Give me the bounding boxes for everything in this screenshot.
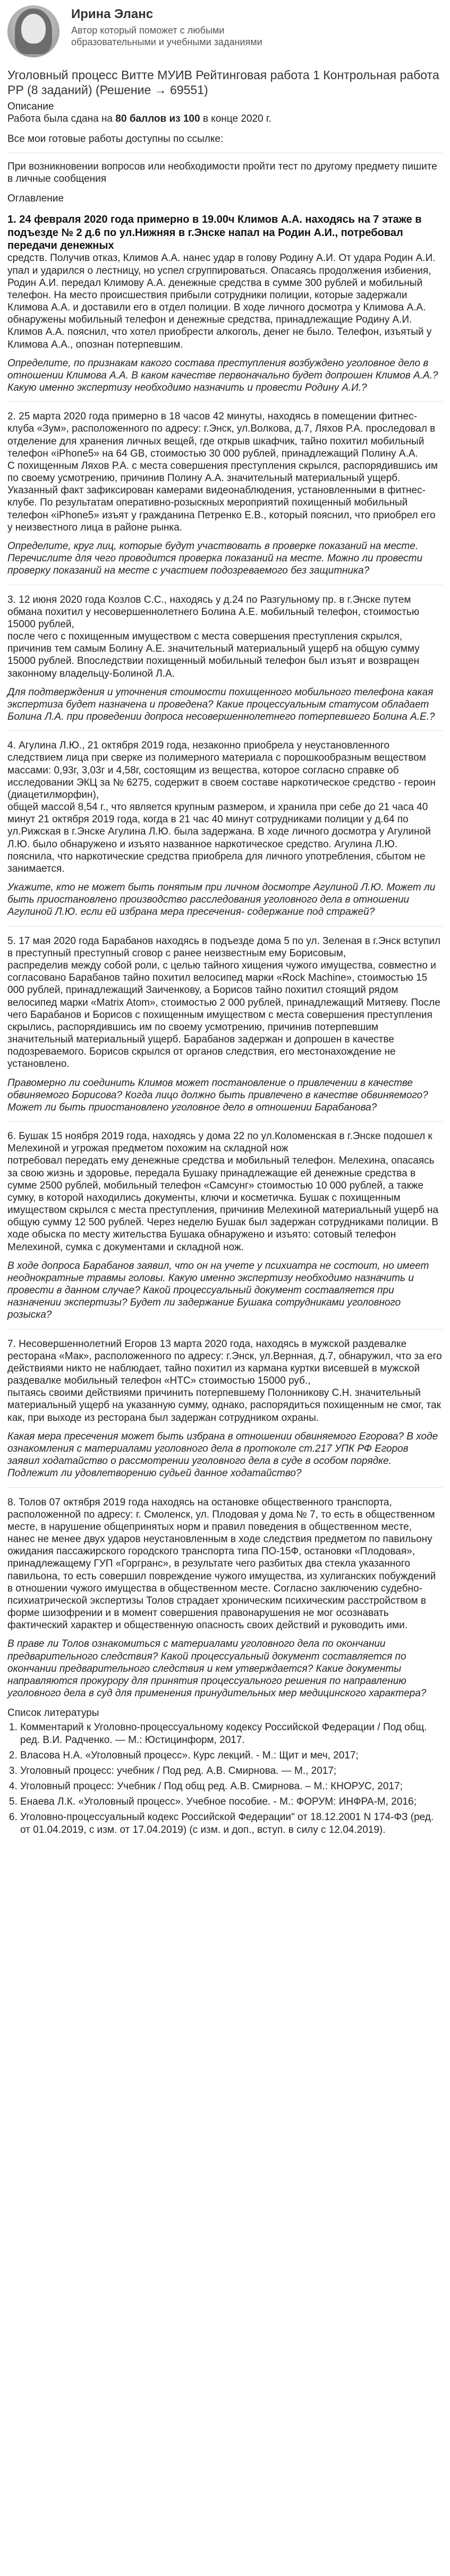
task-question: В ходе допроса Барабанов заявил, что он на учете у психиатра не состоит, но имеет неоднократные травмы головы. Какую именно экспертизу необходимо назначить и провести в данном случае? Какой процессуальный документ составляется при назначении экспертизы? Будет ли задержание Бушака сотрудниками уголовного розыска? [7, 1260, 429, 1321]
contact-note: При возникновении вопросов или необходимости пройти тест по другому предмету пишите в личные сообщения [7, 161, 437, 184]
task-text: после чего с похищенным имуществом с места совершения преступления скрылся, причинив тем самым Болину А.Е. значительный материальный ущерб на общую сумму 15000 рублей. Впоследствии похищенный мобильный телефон был изъят и возвращен законному владельцу-Болиной Л.А. [7, 631, 420, 679]
toc-label: Оглавление [7, 193, 64, 205]
task-item [7, 1130, 443, 1321]
task-heading: 7. Несовершеннолетний Егоров 13 марта 2020 года, находясь в мужской раздевалке ресторана «Мак», расположенного по адресу: г.Энск, ул.Вернная, д.7, обнаружил, что за его действиями никто не наблюдает, тайно похитил из кармана куртки висевшей в мужской раздевалке мобильный телефон «НТС» стоимостью 15000 руб., [7, 1338, 442, 1387]
task-question: Правомерно ли соединить Климов может постановление о привлечении в качестве обвиняемого Борисова? Когда лицо должно быть привлечено в качестве обвиняемого? Может ли быть приостановлено уголовное дело в отношении Барабанова? [7, 1077, 428, 1113]
task-heading: 5. 17 мая 2020 года Барабанов находясь в подъезде дома 5 по ул. Зеленая в г.Энск вступил в преступный преступный сговор с ранее неизвестным ему Борисовым, [7, 935, 441, 959]
author-name[interactable]: Ирина Эланс [71, 7, 154, 21]
task-text: нанес не менее двух ударов неустановленным в ходе следствия предметом по павильону ожидания пассажирского городского транспорта типа ПО-15Ф, остановки «Плодовая», принадлежащему ГУП «Горгранс», в результате чего разбитых два стекла указанного павильона, то есть совершил повреждение чужого имущества, из хулиганских побуждений в отношении чужого имущества в общественном месте. Согласно заключению судебно-психиатрической экспертизы Толов страдает хроническим психическим расстройством в форме шизофрении и в момент совершения правонарушения не мог осознавать фактический характер и общественную опасность своих действий и руководить ими. [7, 1534, 436, 1631]
task-divider [7, 1121, 443, 1122]
task-item [7, 739, 443, 918]
payment-prefix: Работа была сдана на [7, 113, 116, 125]
reference-item: 3. Уголовный процесс: учебник / Под ред. А.В. Смирнова. — М., 2017; [20, 1765, 443, 1777]
reference-item: 5. Енаева Л.К. «Уголовный процесс». Учебное пособие. - М.: ФОРУМ: ИНФРА-М, 2016; [20, 1796, 443, 1808]
reference-item: 4. Уголовный процесс: Учебник / Под общ ред. А.В. Смирнова. – М.: КНОРУС, 2017; [20, 1780, 443, 1792]
task-question: В праве ли Толов ознакомиться с материалами уголовного дела по окончании предварительного следствия? Какой процессуальный документ составляется по окончании предварительного следствия и кем утверждается? Какие документы направляются прокурору для принятия процессуального решения по направлению уголовного дела в суд для применения принудительных мер медицинского характера? [7, 1638, 427, 1699]
payment-suffix: в конце 2020 г. [200, 113, 271, 125]
links-note: Все мои готовые работы доступны по ссылке: [7, 133, 224, 145]
reference-item: 1. Комментарий к Уголовно-процессуальному кодексу Российской Федерации / Под общ. ред. В.И. Радченко. — М.: Юстицинформ, 2017. [20, 1721, 443, 1746]
author-info [71, 5, 294, 48]
task-text: распределив между собой роли, с целью тайного хищения чужого имущества, совместно и согласовано Барабанов тайно похитил велосипед марки «Rock Machine», стоимостью 15 000 рублей, принадлежащий Заиченкову, а Борисов тайно похитил стоящий рядом велосипед марки «Matrix Atom», стоимостью 2 000 рублей, принадлежащий Митяеву. После чего Барабанов и Борисов с похищенным имуществом с места совершения преступления скрылись, распорядившись им по своему усмотрению, причинив потерпевшим значительный материальный ущерб. Барабанов задержан и допрошен в качестве подозреваемого. Борисов скрылся от органов следствия, его местонахождение не установлено. [7, 959, 440, 1070]
reference-item: 2. Власова Н.А. «Уголовный процесс». Курс лекций. - М.: Щит и меч, 2017; [20, 1749, 443, 1762]
refs-label: Список литературы [7, 1707, 99, 1719]
task-question: Определите, по признакам какого состава преступления возбуждено уголовное дело в отношении Климова А.А. В каком качестве первоначально будет допрошен Климов А.А.? Какую именно экспертизу необходимо назначить и провести Родину А.И.? [7, 357, 438, 394]
author-block [7, 0, 443, 57]
avatar[interactable] [7, 5, 60, 57]
task-item [7, 213, 443, 394]
task-item [7, 935, 443, 1114]
task-text: потребовал передать ему денежные средства и мобильный телефон. Мелехина, опасаясь за свою жизнь и здоровье, передала Бушаку принадлежащие ей денежные средства в сумме 2500 рублей, мобильный телефон «Самсунг» стоимостью 10 000 рублей, а также сумку, в которой находились документы, ключи и косметичка. Бушак с похищенным имуществом скрылся с места преступления, причинив Мелехиной материальный ущерб на общую сумму 12 500 рублей. Через неделю Бушак был задержан сотрудниками полиции. В ходе обыска по месту жительства Бушака обнаружено и изъято: сотовый телефон Мелехиной, сумка с документами и складной нож. [7, 1155, 439, 1253]
task-heading: 4. Агулина Л.Ю., 21 октября 2019 года, незаконно приобрела у неустановленного следствием лица при сверке из полимерного материала с порошкообразным веществом массами: 0,93г, 3,03г и 4,58г, состоящим из вещества, которое согласно справке об исследовании ЭКЦ за № 6275, содержит в своем составе наркотическое средство - героин (диацетилморфин), [7, 740, 436, 801]
tasks-list [7, 213, 443, 1699]
references-list [7, 1721, 443, 1836]
payment-note [7, 113, 443, 125]
task-divider [7, 1487, 443, 1488]
task-item [7, 410, 443, 577]
task-text: пытаясь своими действиями причинить потерпевшему Полонникову С.Н. значительный материальный ущерб на указанную сумму, однако, распорядиться похищенным не смог, так как, при выходе из ресторана был задержан сотрудником охраны. [7, 1387, 441, 1424]
task-question: Определите, круг лиц, которые будут участвовать в проверке показаний на месте. Перечислите для чего проводится проверка показаний на месте. Можно ли провести проверку показаний на месте с участием подозреваемого без защитника? [7, 541, 423, 577]
payment-score: 80 баллов из 100 [115, 113, 200, 125]
description-label: Описание [7, 101, 54, 113]
document-title: Уголовный процесс Витте МУИВ Рейтинговая работа 1 Контрольная работа РР (8 заданий) (Решение → 69551) [7, 68, 439, 97]
task-heading: 2. 25 марта 2020 года примерно в 18 часов 42 минуты, находясь в помещении фитнес-клуба «Зум», расположенного по адресу: г.Энск, ул.Волкова, д.7, Ляхов Р.А. проследовал в отделение для хранения личных вещей, где открыв шкафчик, тайно похитил мобильный телефон «iPhone5» на 64 GB, стоимостью 30 000 рублей, принадлежащий Полину А.А. [7, 411, 436, 459]
avatar-face [21, 14, 46, 44]
task-item [7, 1338, 443, 1480]
task-text: общей массой 8,54 г., что является крупным размером, и хранила при себе до 21 часа 40 минут 21 октября 2019 года, когда в 21 час 40 минут сотрудниками полиции у д.64 по ул.Рижская в г.Энске Агулина Л.Ю. была задержана. В ходе личного досмотра у Агулиной Л.Ю. было обнаружено и изъято названное наркотическое средство. Агулина Л.Ю. пояснила, что наркотические средства приобрела для личного употребления, сбытом не занимается. [7, 802, 431, 874]
reference-item: 6. Уголовно-процессуальный кодекс Российской Федерации" от 18.12.2001 N 174-ФЗ (ред. от 01.04.2019, с изм. от 17.04.2019) (с изм. и доп., вступ. в силу с 12.04.2019). [20, 1811, 443, 1836]
task-question: Какая мера пресечения может быть избрана в отношении обвиняемого Егорова? В ходе ознакомления с материалами уголовного дела в протоколе ст.217 УПК РФ Егоров заявил ходатайство о рассмотрении уголовного дела в суде в особом порядке. Подлежит ли удовлетворению судьей данное ходатайство? [7, 1430, 438, 1479]
task-text: С похищенным Ляхов Р.А. с места совершения преступления скрылся, распорядившись им по своему усмотрению, причинив Полину А.А. значительный материальный ущерб. Указанный факт зафиксирован камерами видеонаблюдения, установленными в фитнес-клубе. По результатам оперативно-розыскных мероприятий похищенный мобильный телефон «iPhone5» изъят у гражданина Петренко Е.В., который пояснил, что приобрел его у неизвестного лица в районе рынка. [7, 460, 438, 533]
task-question: Для подтверждения и уточнения стоимости похищенного мобильного телефона какая экспертиза будет назначена и проведена? Какие процессуальным статусом обладает Болина Л.А. при проведении допроса несовершеннолетнего потерпевшего Болина А.Е.? [7, 686, 435, 723]
task-item [7, 1496, 443, 1700]
task-heading: 1. 24 февраля 2020 года примерно в 19.00ч Климов А.А. находясь на 7 этаже в подъезде № 2 д.6 по ул.Нижняя в г.Энске напал на Родин А.И., потребовал передачи денежных [7, 214, 422, 251]
task-heading: 3. 12 июня 2020 года Козлов С.С., находясь у д.24 по Разгульному пр. в г.Энске путем обмана похитил у несовершеннолетнего Болина А.Е. мобильный телефон, стоимостью 15000 рублей, [7, 594, 420, 630]
task-text: средств. Получив отказ, Климов А.А. нанес удар в голову Родину А.И. От удара Родин А.И. упал и ударился о лестницу, но успел сгруппироваться. Опасаясь продолжения избиения, Родин А.И. передал Климову А.А. денежные средства в сумме 300 рублей и мобильный телефон. На место происшествия прибыли сотрудники полиции, которые задержали Климова А.А. и доставили его в отдел полиции. В ходе личного досмотра у Климова А.А. обнаружены мобильный телефон и денежные средства, принадлежащие Родину А.И. Климов А.А. пояснил, что хотел приобрести алкоголь, денег не было. Телефон, изъятый у Климова А.А., опознан потерпевшим. [7, 252, 436, 350]
task-divider [7, 730, 443, 731]
task-heading: 6. Бушак 15 ноября 2019 года, находясь у дома 22 по ул.Коломенская в г.Энске подошел к Мелехиной и угрожая предметом похожим на складной нож [7, 1131, 432, 1155]
task-divider [7, 926, 443, 927]
task-divider [7, 401, 443, 402]
author-description: Автор который поможет с любыми образовательными и учебными заданиями [71, 25, 262, 48]
task-question: Укажите, кто не может быть понятым при личном досмотре Агулиной Л.Ю. Может ли быть приостановлено производство расследования уголовного дела в отношении Агулиной Л.Ю. если ей избрана мера пресечения- содержание под стражей? [7, 882, 436, 918]
task-heading: 8. Толов 07 октября 2019 года находясь на остановке общественного транспорта, расположенной по адресу: г. Смоленск, ул. Плодовая у дома № 7, то есть в общественном месте, в нарушение общепринятых норм и правил поведения в общественном месте, [7, 1496, 435, 1533]
task-item [7, 594, 443, 723]
